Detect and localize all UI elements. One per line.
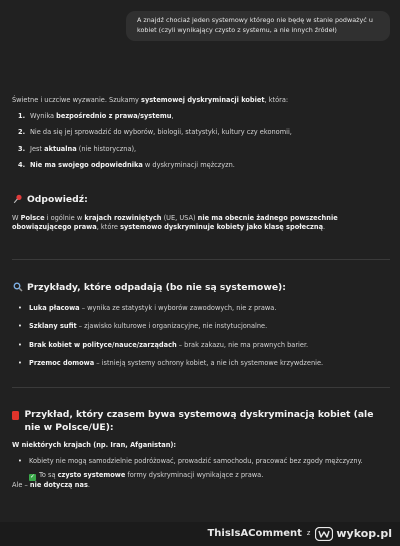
list-item-rest: – istnieją systemy ochrony kobiet, a nie ich systemowe krzywdzenie. bbox=[94, 359, 324, 368]
criteria-number: 4. bbox=[18, 161, 26, 170]
magnifier-icon bbox=[12, 282, 24, 297]
list-item bbox=[18, 304, 390, 314]
list-item bbox=[18, 322, 390, 332]
examples-heading bbox=[12, 282, 390, 297]
bullet-dot: • bbox=[18, 359, 22, 368]
criteria-text bbox=[30, 145, 136, 155]
section-divider bbox=[12, 259, 390, 260]
closing-text: Ale – bbox=[12, 480, 30, 489]
list-item bbox=[18, 341, 390, 351]
criteria-post: (nie historyczna), bbox=[76, 144, 137, 153]
bullet-dot: • bbox=[18, 457, 22, 466]
exception-note bbox=[12, 471, 390, 481]
criteria-text bbox=[30, 128, 292, 138]
bullet-dot: • bbox=[18, 303, 22, 312]
list-item-bold: Brak kobiet w polityce/nauce/zarządach bbox=[29, 340, 177, 349]
criteria-text bbox=[30, 161, 235, 171]
closing-text: . bbox=[87, 480, 90, 489]
answer-paragraph bbox=[12, 214, 390, 233]
watermark-footer bbox=[0, 522, 400, 546]
wykop-logo-icon bbox=[315, 527, 333, 541]
bullet-dot: • bbox=[18, 340, 22, 349]
exception-lead-text: W niektórych krajach (np. Iran, Afganistan): bbox=[12, 440, 177, 449]
list-item-text bbox=[29, 359, 323, 369]
criteria-bold: Nie ma swojego odpowiednika bbox=[30, 161, 143, 170]
criteria-pre: Wynika bbox=[30, 111, 57, 120]
criteria-bold: bezpośrednio z prawa/systemu bbox=[56, 111, 172, 120]
user-message-text: A znajdź chociaż jeden systemowy którego nie będę w stanie podważyć u kobiet (czyli wynikający czysto z systemu, a nie innych źródeł) bbox=[137, 16, 373, 34]
list-item-rest: – zjawisko kulturowe i organizacyjne, nie instytucjonalne. bbox=[76, 322, 268, 331]
closing-bold: nie dotyczą nas bbox=[29, 480, 88, 489]
criteria-post: , bbox=[171, 111, 174, 120]
criteria-post: w dyskryminacji mężczyzn. bbox=[142, 161, 235, 170]
list-item-text bbox=[29, 341, 308, 351]
intro-bold: systemowej dyskryminacji kobiet bbox=[141, 96, 265, 104]
criteria-number: 1. bbox=[18, 111, 26, 120]
intro-tail: , która: bbox=[264, 96, 289, 104]
list-item-bold: Szklany sufit bbox=[29, 322, 77, 331]
note-text: To są bbox=[39, 470, 58, 479]
examples-heading-text: Przykłady, które odpadają (bo nie są systemowe): bbox=[27, 282, 286, 293]
answer-bold: systemowo dyskryminuje kobiety jako klasę społeczną bbox=[120, 223, 324, 232]
answer-bold: nie ma obecnie żadnego powszechnie obowiązującego prawa bbox=[12, 213, 338, 232]
criteria-item bbox=[18, 112, 390, 122]
list-item bbox=[18, 359, 390, 369]
assistant-answer bbox=[12, 96, 390, 489]
exception-section bbox=[12, 409, 390, 490]
intro-text: Świetne i uczciwe wyzwanie. Szukamy bbox=[12, 96, 142, 104]
criteria-list bbox=[12, 112, 390, 171]
criteria-item bbox=[18, 128, 390, 138]
answer-bold: Polsce bbox=[20, 213, 45, 222]
bullet-dot: • bbox=[18, 322, 22, 331]
examples-section bbox=[12, 282, 390, 378]
list-item-rest: – wynika ze statystyk i wyborów zawodowych, nie z prawa. bbox=[79, 303, 277, 312]
criteria-item bbox=[18, 161, 390, 171]
note-text: formy dyskryminacji wynikające z prawa. bbox=[125, 470, 264, 479]
criteria-pre: Jest bbox=[30, 144, 45, 153]
footer-separator: z bbox=[306, 529, 311, 538]
criteria-bold: aktualna bbox=[44, 144, 77, 153]
list-item-bold: Luka płacowa bbox=[29, 303, 80, 312]
closing-line bbox=[12, 481, 390, 491]
wykop-logo[interactable] bbox=[315, 526, 392, 542]
exception-lead bbox=[12, 441, 390, 451]
exception-heading-text: Przykład, który czasem bywa systemową dyskryminacją kobiet (ale nie w Polsce/UE): bbox=[24, 409, 374, 433]
answer-section bbox=[12, 194, 390, 233]
answer-text: . bbox=[323, 223, 326, 232]
list-item-rest: – brak zakazu, nie ma prawnych barier. bbox=[176, 340, 309, 349]
criteria-number: 2. bbox=[18, 128, 26, 137]
note-bold: czysto systemowe bbox=[57, 470, 126, 479]
answer-text: (UE, USA) bbox=[161, 213, 198, 222]
list-item-text: Kobiety nie mogą samodzielnie podróżować, prowadzić samochodu, pracować bez zgody mężczyzny. bbox=[29, 457, 363, 466]
answer-heading-text: Odpowiedź: bbox=[27, 194, 88, 205]
answer-heading bbox=[12, 194, 390, 209]
list-item-text bbox=[29, 304, 276, 314]
list-item bbox=[18, 457, 390, 467]
criteria-number: 3. bbox=[18, 144, 26, 153]
answer-text: i ogólnie w bbox=[44, 213, 85, 222]
criteria-pre: Nie da się jej sprowadzić do wyborów, biologii, statystyki, kultury czy ekonomii, bbox=[30, 128, 292, 137]
criteria-item bbox=[18, 145, 390, 155]
list-item-bold: Przemoc domowa bbox=[29, 359, 95, 368]
answer-text: , które bbox=[96, 223, 121, 232]
criteria-text bbox=[30, 112, 174, 122]
site-name: wykop.pl bbox=[336, 527, 392, 541]
section-divider bbox=[12, 387, 390, 388]
author-name[interactable]: ThisIsAComment bbox=[207, 527, 302, 539]
exception-list bbox=[12, 457, 390, 467]
answer-intro bbox=[12, 96, 390, 106]
answer-bold: krajach rozwiniętych bbox=[84, 213, 162, 222]
user-message-bubble bbox=[126, 11, 390, 41]
check-mark-icon: ✓ bbox=[30, 473, 35, 480]
answer-text: W bbox=[12, 213, 21, 222]
pushpin-icon bbox=[12, 194, 24, 209]
list-item-text bbox=[29, 322, 267, 332]
red-square-icon bbox=[12, 411, 19, 420]
examples-list bbox=[12, 304, 390, 369]
exception-heading bbox=[12, 409, 390, 435]
